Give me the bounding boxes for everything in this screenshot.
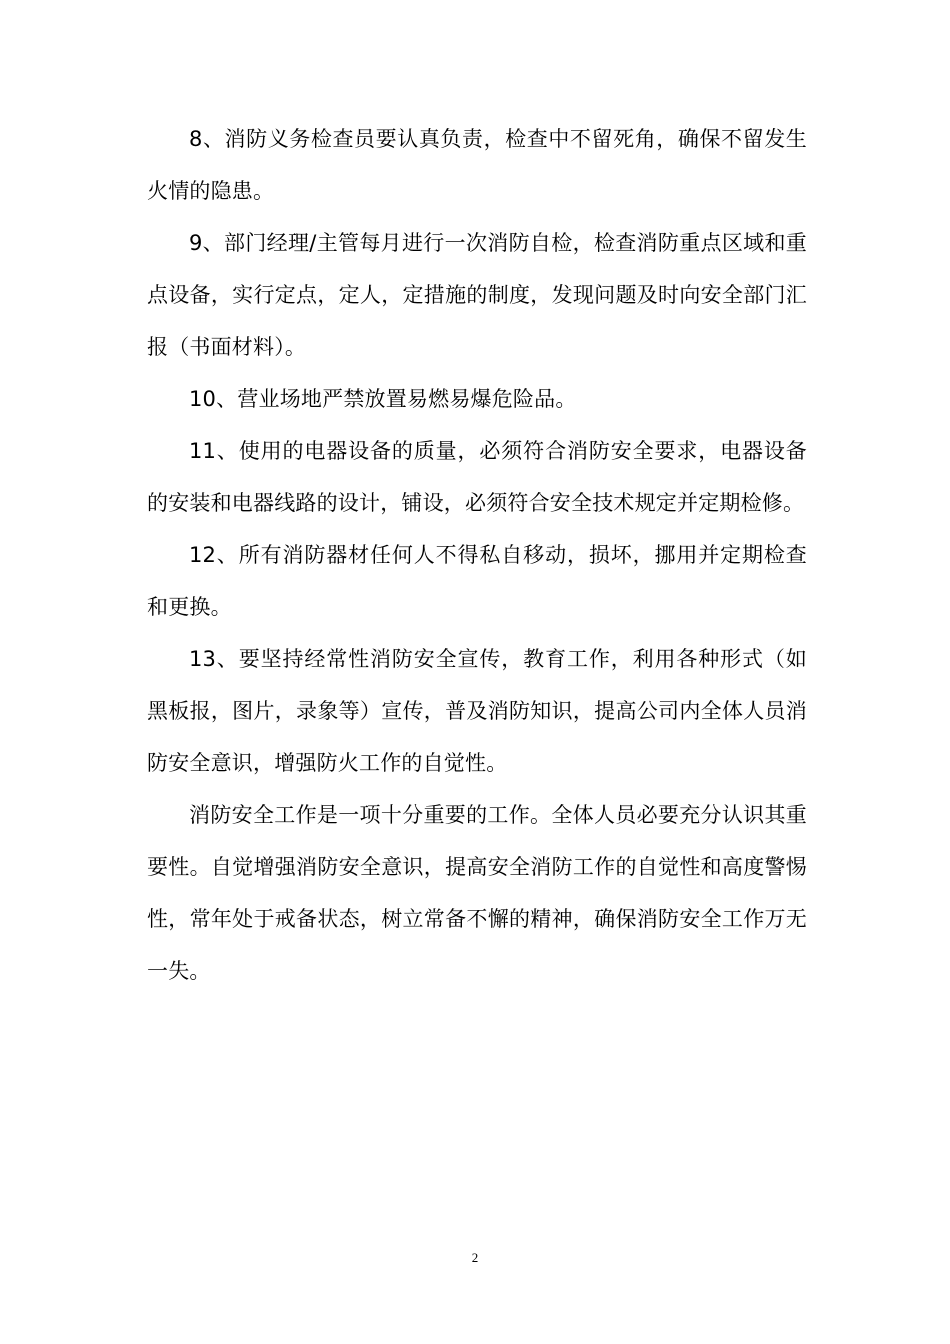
paragraph-item-8: 8、消防义务检查员要认真负责，检查中不留死角，确保不留发生火情的隐患。 — [147, 127, 807, 203]
paragraph-item-11: 11、使用的电器设备的质量，必须符合消防安全要求，电器设备的安装和电器线路的设计，铺设，必须符合安全技术规定并定期检修。 — [147, 439, 807, 515]
paragraph-conclusion: 消防安全工作是一项十分重要的工作。全体人员必要充分认识其重要性。自觉增强消防安全意识，提高安全消防工作的自觉性和高度警惕性，常年处于戒备状态，树立常备不懈的精神，确保消防安全工作万无一失。 — [147, 803, 807, 983]
paragraph-item-10: 10、营业场地严禁放置易燃易爆危险品。 — [189, 387, 577, 411]
page-number: 2 — [471, 1250, 479, 1265]
document-body — [147, 113, 807, 997]
paragraph-item-13: 13、要坚持经常性消防安全宣传，教育工作，利用各种形式（如黑板报，图片，录象等）宣传，普及消防知识，提高公司内全体人员消防安全意识，增强防火工作的自觉性。 — [147, 647, 807, 775]
paragraph-item-12: 12、所有消防器材任何人不得私自移动，损坏，挪用并定期检查和更换。 — [147, 543, 807, 619]
paragraph-item-9: 9、部门经理/主管每月进行一次消防自检，检查消防重点区域和重点设备，实行定点，定人，定措施的制度，发现问题及时向安全部门汇报（书面材料）。 — [147, 231, 807, 359]
